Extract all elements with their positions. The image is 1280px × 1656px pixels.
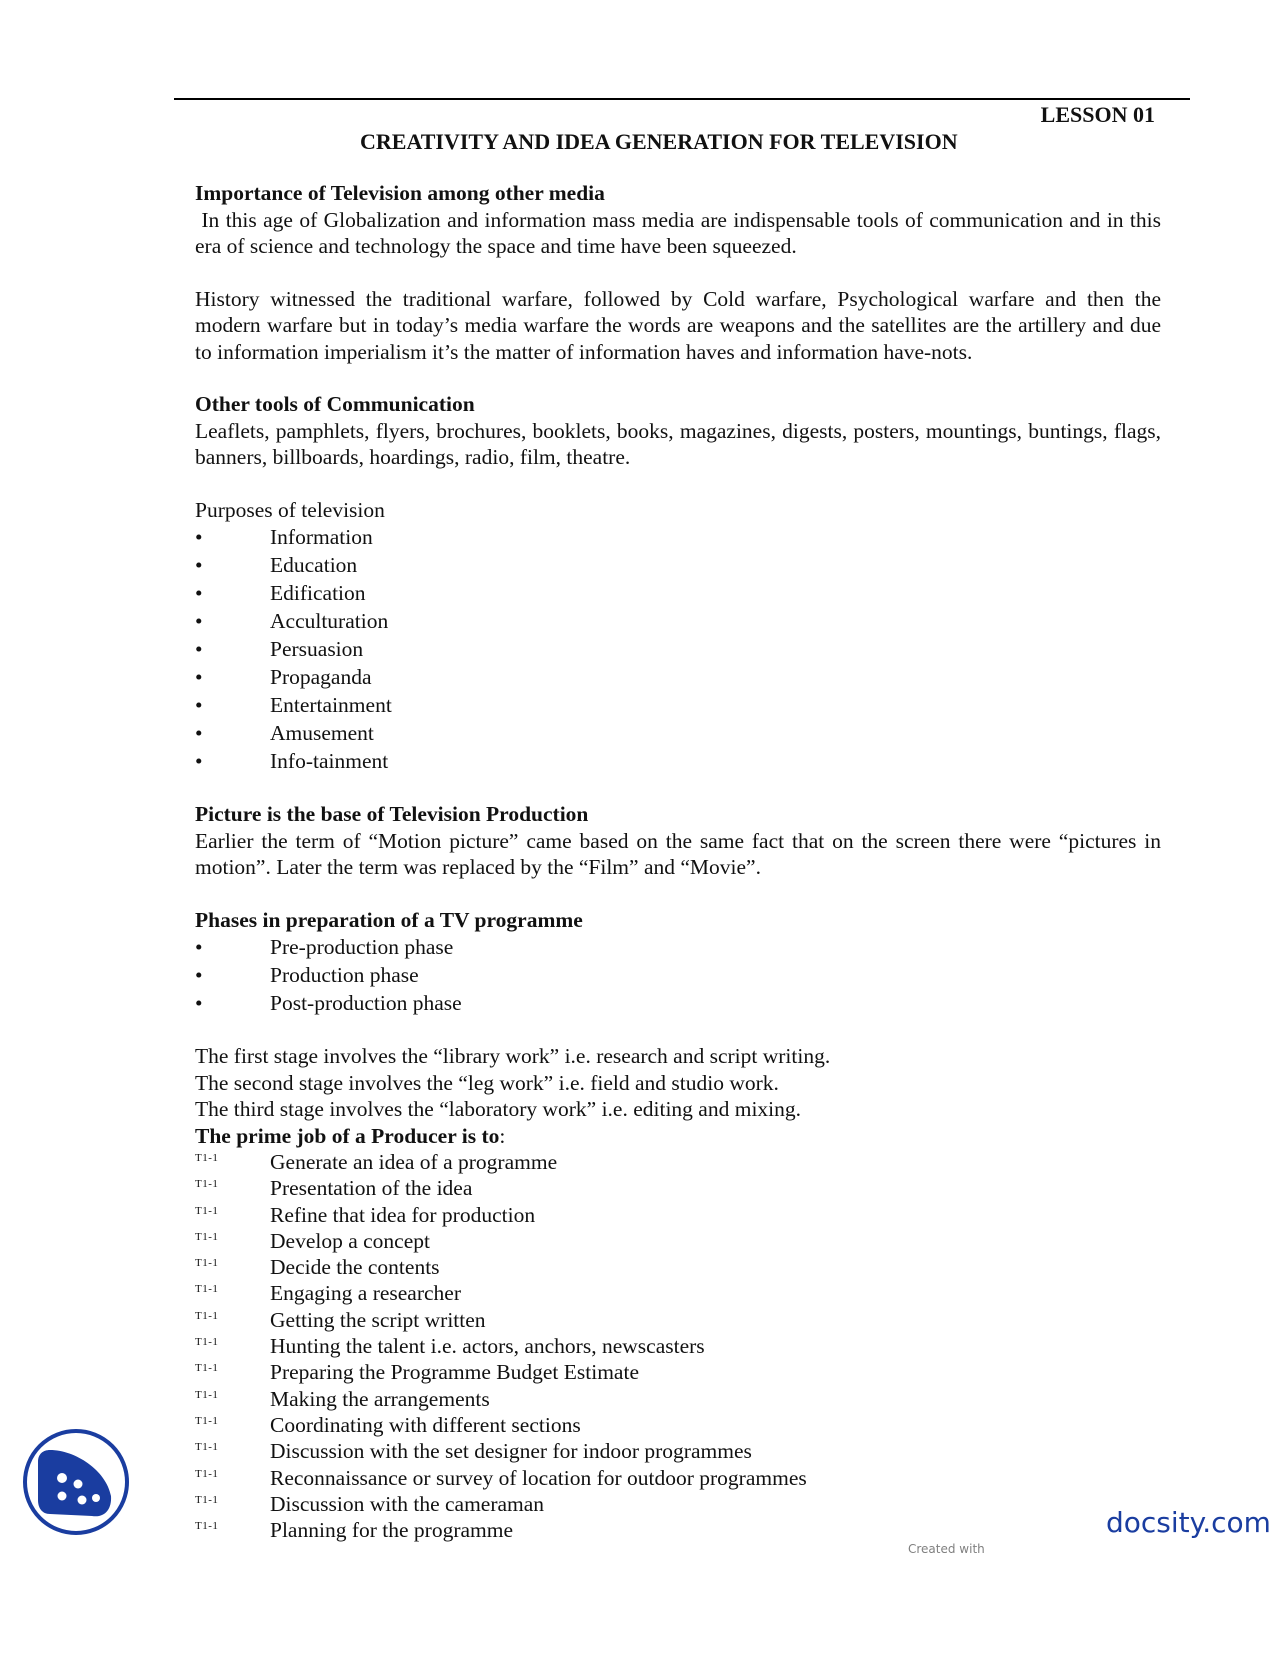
task-marker-icon: T1-1 [195,1283,219,1296]
list-item: T1-1 Making the arrangements [195,1386,1161,1412]
bullet-icon: • [195,721,203,745]
bullet-icon: • [195,749,203,773]
list-item: T1-1 Reconnaissance or survey of location for outdoor programmes [195,1465,1161,1491]
list-item: • Production phase [195,963,419,987]
task-marker-icon: T1-1 [195,1467,219,1480]
importance-paragraph-2: History witnessed the traditional warfare, followed by Cold warfare, Psychological warfare and then the modern warfare but in today’s media warfare the words are weapons and the satellites are the artillery and due to information imperialism it’s the matter of information haves and information have-nots. [195,286,1161,364]
bullet-icon: • [195,665,203,689]
purposes-intro: Purposes of television [195,497,385,522]
bullet-icon: • [195,581,203,605]
list-item: T1-1 Discussion with the set designer for indoor programmes [195,1438,1161,1464]
purposes-list [195,523,1161,775]
task-marker-icon: T1-1 [195,1152,219,1164]
task-marker-icon: T1-1 [195,1309,219,1322]
document-body [195,180,1167,1543]
task-marker-icon: T1-1 [195,1414,219,1427]
importance-paragraph-1: In this age of Globalization and information mass media are indispensable tools of communication and in this era of science and technology the space and time have been squeezed. [195,207,1167,258]
docsity-brand-link[interactable]: docsity.com [1106,1506,1271,1539]
header-rule [174,98,1190,100]
picture-heading: Picture is the base of Television Production [195,802,589,826]
list-item: T1-1 Hunting the talent i.e. actors, anchors, newscasters [195,1333,1161,1359]
list-item: • Acculturation [195,609,389,633]
list-item: T1-1 Generate an idea of a programme [195,1149,1161,1175]
list-item: T1-1 Coordinating with different sections [195,1412,1161,1438]
producer-heading: The prime job of a Producer is to [195,1123,500,1148]
phases-heading: Phases in preparation of a TV programme [195,907,583,932]
task-marker-icon: T1-1 [195,1362,219,1375]
list-item: • Amusement [195,721,374,745]
list-item: T1-1 Getting the script written [195,1307,1161,1333]
list-item: • Info-tainment [195,749,389,773]
producer-heading-colon: : [499,1123,506,1148]
bullet-icon: • [195,637,203,661]
list-item: • Education [195,553,358,577]
task-marker-icon: T1-1 [195,1178,219,1191]
document-title: CREATIVITY AND IDEA GENERATION FOR TELEVISION [360,129,958,154]
producer-task-list [195,1149,1161,1543]
docsity-logo-icon[interactable] [20,1426,132,1538]
picture-paragraph: Earlier the term of “Motion picture” came based on the same fact that on the screen there were “pictures in motion”. Later the term was replaced by the “Film” and “Movie”. [195,828,1161,879]
bullet-icon: • [195,991,203,1015]
other-tools-paragraph: Leaflets, pamphlets, flyers, brochures, booklets, books, magazines, digests, posters, mountings, buntings, flags, banners, billboards, hoardings, radio, film, theatre. [195,418,1161,469]
bullet-icon: • [195,525,203,549]
lesson-label: LESSON 01 [1040,102,1155,127]
task-marker-icon: T1-1 [195,1230,219,1243]
stage-line-3: The third stage involves the “laboratory work” i.e. editing and mixing. [195,1097,802,1121]
task-marker-icon: T1-1 [195,1336,219,1349]
task-marker-icon: T1-1 [195,1520,219,1533]
list-item: T1-1 Decide the contents [195,1254,1161,1280]
list-item: T1-1 Preparing the Programme Budget Estimate [195,1359,1161,1385]
bullet-icon: • [195,609,203,633]
list-item: • Propaganda [195,665,372,689]
list-item: • Edification [195,581,366,605]
list-item: • Post-production phase [195,991,462,1015]
list-item: T1-1 Refine that idea for production [195,1202,1161,1228]
bullet-icon: • [195,935,203,959]
created-with-text: Created with [908,1542,985,1556]
other-tools-heading: Other tools of Communication [195,392,475,416]
bullet-icon: • [195,963,203,987]
task-marker-icon: T1-1 [195,1388,219,1401]
task-marker-icon: T1-1 [195,1204,219,1217]
bullet-icon: • [195,553,203,577]
list-item: • Pre-production phase [195,935,454,959]
list-item: T1-1 Presentation of the idea [195,1175,1161,1201]
stage-line-2: The second stage involves the “leg work” i.e. field and studio work. [195,1070,779,1095]
list-item: • Persuasion [195,637,364,661]
list-item: T1-1 Engaging a researcher [195,1280,1161,1306]
bullet-icon: • [195,693,203,717]
stage-line-1: The first stage involves the “library work” i.e. research and script writing. [195,1044,831,1068]
task-marker-icon: T1-1 [195,1257,219,1270]
task-marker-icon: T1-1 [195,1493,219,1506]
list-item: T1-1 Discussion with the cameraman [195,1491,1161,1517]
importance-heading: Importance of Television among other media [195,181,605,205]
phases-list [195,933,1161,1017]
list-item: • Entertainment [195,693,392,717]
list-item: • Information [195,525,373,549]
list-item: T1-1 Develop a concept [195,1228,1161,1254]
task-marker-icon: T1-1 [195,1441,219,1454]
producer-heading-line [195,1123,1161,1150]
list-item: T1-1 Planning for the programme [195,1517,1161,1543]
